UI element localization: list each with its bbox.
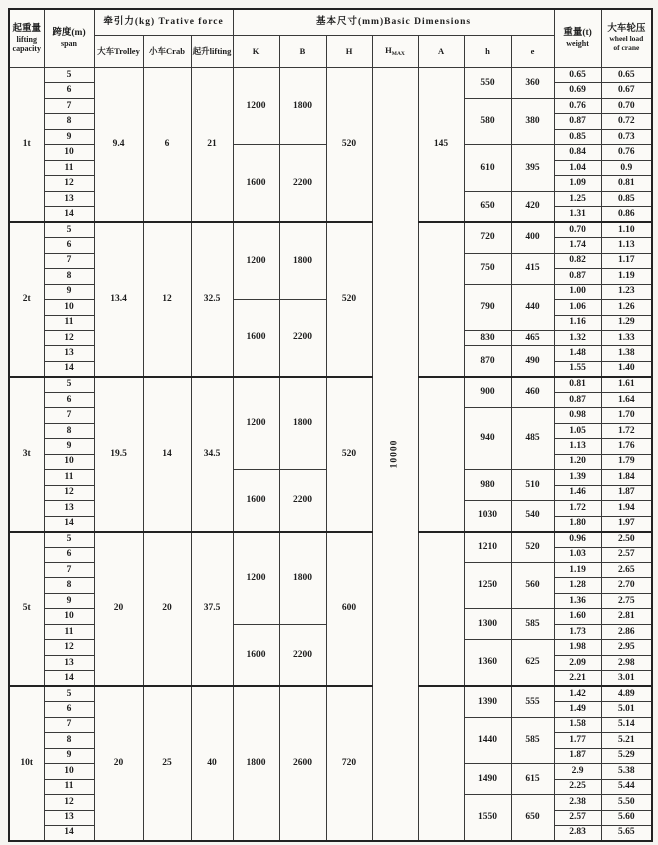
span-cell: 5: [44, 68, 94, 83]
crab-force-cell: 14: [143, 377, 191, 532]
dim-h-girder-cell: 1440: [464, 717, 511, 763]
weight-cell: 1.77: [554, 733, 601, 748]
wheel-load-cell: 4.89: [601, 686, 652, 701]
weight-cell: 0.76: [554, 98, 601, 113]
dim-h-girder-cell: 750: [464, 253, 511, 284]
wheel-load-cell: 1.72: [601, 423, 652, 438]
wheel-load-cell: 5.21: [601, 733, 652, 748]
span-cell: 5: [44, 377, 94, 392]
wheel-load-cell: 1.64: [601, 392, 652, 407]
wheel-load-cell: 1.10: [601, 222, 652, 237]
weight-cell: 0.81: [554, 377, 601, 392]
trolley-force-cell: 20: [94, 532, 143, 687]
dim-e-cell: 380: [511, 98, 554, 144]
header-wheel-en1: wheel load: [609, 34, 644, 44]
weight-cell: 1.09: [554, 176, 601, 191]
dim-b-cell: 2600: [279, 686, 326, 841]
dim-h-girder-cell: 1490: [464, 764, 511, 795]
span-cell: 12: [44, 330, 94, 345]
wheel-load-cell: 5.01: [601, 702, 652, 717]
weight-cell: 1.25: [554, 191, 601, 206]
weight-cell: 1.06: [554, 300, 601, 315]
trolley-force-cell: 13.4: [94, 222, 143, 377]
weight-cell: 1.60: [554, 609, 601, 624]
crab-force-cell: 25: [143, 686, 191, 841]
weight-cell: 2.57: [554, 810, 601, 825]
dim-h-cell: 520: [326, 222, 372, 377]
capacity-cell: 10t: [9, 686, 44, 841]
span-cell: 9: [44, 748, 94, 763]
wheel-load-cell: 1.87: [601, 485, 652, 500]
crane-spec-table: [8, 8, 653, 842]
dim-e-cell: 650: [511, 795, 554, 841]
dim-e-cell: 490: [511, 346, 554, 377]
weight-cell: 1.49: [554, 702, 601, 717]
wheel-load-cell: 0.67: [601, 83, 652, 98]
wheel-load-cell: 0.86: [601, 207, 652, 222]
weight-cell: 0.87: [554, 392, 601, 407]
dim-h-girder-cell: 830: [464, 330, 511, 345]
dim-b-cell: 1800: [279, 68, 326, 145]
wheel-load-cell: 1.26: [601, 300, 652, 315]
table-body: [9, 68, 652, 841]
dim-h-girder-cell: 1360: [464, 640, 511, 686]
dim-a-cell: 145: [418, 68, 464, 223]
crab-force-cell: 20: [143, 532, 191, 687]
wheel-load-cell: 2.81: [601, 609, 652, 624]
weight-cell: 0.82: [554, 253, 601, 268]
header-col-k: K: [233, 36, 279, 68]
dim-e-cell: 585: [511, 609, 554, 640]
dim-a-cell: [418, 532, 464, 687]
weight-cell: 1.72: [554, 501, 601, 516]
span-cell: 10: [44, 145, 94, 160]
span-cell: 12: [44, 640, 94, 655]
header-capacity-en1: lifting: [16, 34, 37, 44]
weight-cell: 1.16: [554, 315, 601, 330]
header-capacity-en2: capacity: [12, 43, 41, 53]
dim-h-cell: 720: [326, 686, 372, 841]
span-cell: 11: [44, 779, 94, 794]
weight-cell: 0.65: [554, 68, 601, 83]
header-basic-dims: 基本尺寸(mm)Basic Dimensions: [233, 9, 554, 36]
dim-e-cell: 520: [511, 532, 554, 563]
span-cell: 6: [44, 392, 94, 407]
weight-cell: 0.69: [554, 83, 601, 98]
dim-h-cell: 520: [326, 68, 372, 223]
wheel-load-cell: 0.76: [601, 145, 652, 160]
dim-h-girder-cell: 720: [464, 222, 511, 253]
dim-h-girder-cell: 580: [464, 98, 511, 144]
span-cell: 9: [44, 439, 94, 454]
span-cell: 10: [44, 764, 94, 779]
dim-k-cell: 1600: [233, 470, 279, 532]
span-cell: 6: [44, 702, 94, 717]
trolley-force-cell: 9.4: [94, 68, 143, 223]
span-cell: 11: [44, 315, 94, 330]
weight-cell: 0.70: [554, 222, 601, 237]
dim-e-cell: 510: [511, 470, 554, 501]
header-wheel-load: [601, 9, 652, 68]
wheel-load-cell: 0.9: [601, 160, 652, 175]
dim-b-cell: 2200: [279, 624, 326, 686]
header-col-a: A: [418, 36, 464, 68]
header-col-e: e: [511, 36, 554, 68]
table-header: [9, 9, 652, 68]
dim-e-cell: 485: [511, 408, 554, 470]
weight-cell: 1.46: [554, 485, 601, 500]
weight-cell: 1.32: [554, 330, 601, 345]
wheel-load-cell: 2.57: [601, 547, 652, 562]
dim-k-cell: 1200: [233, 222, 279, 299]
weight-cell: 1.55: [554, 361, 601, 376]
crab-force-cell: 12: [143, 222, 191, 377]
span-cell: 5: [44, 532, 94, 547]
dim-k-cell: 1800: [233, 686, 279, 841]
wheel-load-cell: 2.95: [601, 640, 652, 655]
wheel-load-cell: 2.65: [601, 563, 652, 578]
dim-e-cell: 465: [511, 330, 554, 345]
table-row: [9, 377, 652, 392]
dim-e-cell: 625: [511, 640, 554, 686]
span-cell: 8: [44, 733, 94, 748]
wheel-load-cell: 1.84: [601, 470, 652, 485]
span-cell: 11: [44, 624, 94, 639]
weight-cell: 0.98: [554, 408, 601, 423]
dim-b-cell: 1800: [279, 377, 326, 470]
weight-cell: 0.85: [554, 129, 601, 144]
weight-cell: 1.13: [554, 439, 601, 454]
dim-h-girder-cell: 1030: [464, 501, 511, 532]
wheel-load-cell: 2.86: [601, 624, 652, 639]
wheel-load-cell: 5.38: [601, 764, 652, 779]
weight-cell: 1.36: [554, 593, 601, 608]
dim-e-cell: 460: [511, 377, 554, 408]
dim-h-cell: 520: [326, 377, 372, 532]
span-cell: 7: [44, 98, 94, 113]
dim-e-cell: 420: [511, 191, 554, 222]
wheel-load-cell: 1.70: [601, 408, 652, 423]
weight-cell: 1.80: [554, 516, 601, 531]
header-col-b: B: [279, 36, 326, 68]
wheel-load-cell: 1.33: [601, 330, 652, 345]
wheel-load-cell: 1.19: [601, 269, 652, 284]
wheel-load-cell: 0.65: [601, 68, 652, 83]
wheel-load-cell: 1.38: [601, 346, 652, 361]
wheel-load-cell: 5.60: [601, 810, 652, 825]
span-cell: 11: [44, 470, 94, 485]
wheel-load-cell: 0.81: [601, 176, 652, 191]
span-cell: 10: [44, 454, 94, 469]
dim-h-girder-cell: 610: [464, 145, 511, 191]
span-cell: 14: [44, 361, 94, 376]
dim-b-cell: 2200: [279, 470, 326, 532]
weight-cell: 2.9: [554, 764, 601, 779]
wheel-load-cell: 1.79: [601, 454, 652, 469]
weight-cell: 1.31: [554, 207, 601, 222]
span-cell: 14: [44, 825, 94, 840]
dim-h-cell: 600: [326, 532, 372, 687]
wheel-load-cell: 0.73: [601, 129, 652, 144]
header-crab: 小车Crab: [143, 36, 191, 68]
header-lifting: 起升lifting: [191, 36, 233, 68]
span-cell: 5: [44, 686, 94, 701]
capacity-cell: 2t: [9, 222, 44, 377]
hmax-sub: MAX: [391, 50, 405, 57]
dim-h-girder-cell: 940: [464, 408, 511, 470]
dim-e-cell: 585: [511, 717, 554, 763]
dim-b-cell: 2200: [279, 145, 326, 222]
dim-k-cell: 1200: [233, 532, 279, 625]
dim-h-girder-cell: 1250: [464, 563, 511, 609]
span-cell: 14: [44, 516, 94, 531]
wheel-load-cell: 1.23: [601, 284, 652, 299]
weight-cell: 0.84: [554, 145, 601, 160]
lifting-force-cell: 40: [191, 686, 233, 841]
weight-cell: 2.09: [554, 655, 601, 670]
header-traction: 牵引力(kg) Trative force: [94, 9, 233, 36]
capacity-cell: 1t: [9, 68, 44, 223]
wheel-load-cell: 5.50: [601, 795, 652, 810]
trolley-force-cell: 19.5: [94, 377, 143, 532]
wheel-load-cell: 5.14: [601, 717, 652, 732]
span-cell: 9: [44, 129, 94, 144]
span-cell: 13: [44, 346, 94, 361]
span-cell: 8: [44, 269, 94, 284]
weight-cell: 1.58: [554, 717, 601, 732]
span-cell: 10: [44, 609, 94, 624]
table-row: [9, 532, 652, 547]
header-span: [44, 9, 94, 68]
dim-h-girder-cell: 980: [464, 470, 511, 501]
weight-cell: 1.03: [554, 547, 601, 562]
weight-cell: 1.39: [554, 470, 601, 485]
span-cell: 8: [44, 578, 94, 593]
weight-cell: 1.73: [554, 624, 601, 639]
span-cell: 8: [44, 423, 94, 438]
header-col-h-girder: h: [464, 36, 511, 68]
weight-cell: 0.87: [554, 269, 601, 284]
wheel-load-cell: 0.70: [601, 98, 652, 113]
weight-cell: 1.42: [554, 686, 601, 701]
dim-k-cell: 1200: [233, 377, 279, 470]
dim-b-cell: 2200: [279, 300, 326, 377]
dim-k-cell: 1600: [233, 624, 279, 686]
dim-h-girder-cell: 790: [464, 284, 511, 330]
capacity-cell: 5t: [9, 532, 44, 687]
span-cell: 14: [44, 207, 94, 222]
weight-cell: 1.05: [554, 423, 601, 438]
weight-cell: 1.19: [554, 563, 601, 578]
wheel-load-cell: 0.85: [601, 191, 652, 206]
span-cell: 6: [44, 238, 94, 253]
span-cell: 5: [44, 222, 94, 237]
header-col-hmax: [372, 36, 418, 68]
dim-b-cell: 1800: [279, 222, 326, 299]
dim-a-cell: [418, 686, 464, 841]
dim-k-cell: 1200: [233, 68, 279, 145]
dim-e-cell: 395: [511, 145, 554, 191]
capacity-cell: 3t: [9, 377, 44, 532]
dim-b-cell: 1800: [279, 532, 326, 625]
lifting-force-cell: 21: [191, 68, 233, 223]
span-cell: 13: [44, 501, 94, 516]
weight-cell: 1.98: [554, 640, 601, 655]
dim-e-cell: 415: [511, 253, 554, 284]
dim-e-cell: 400: [511, 222, 554, 253]
dim-a-cell: [418, 222, 464, 377]
dim-h-girder-cell: 1210: [464, 532, 511, 563]
wheel-load-cell: 1.97: [601, 516, 652, 531]
span-cell: 6: [44, 83, 94, 98]
header-span-en: span: [60, 39, 77, 49]
wheel-load-cell: 5.29: [601, 748, 652, 763]
wheel-load-cell: 5.44: [601, 779, 652, 794]
span-cell: 10: [44, 300, 94, 315]
wheel-load-cell: 2.50: [601, 532, 652, 547]
wheel-load-cell: 1.61: [601, 377, 652, 392]
dim-e-cell: 555: [511, 686, 554, 717]
span-cell: 6: [44, 547, 94, 562]
dim-h-girder-cell: 550: [464, 68, 511, 99]
wheel-load-cell: 1.29: [601, 315, 652, 330]
dim-k-cell: 1600: [233, 300, 279, 377]
span-cell: 9: [44, 284, 94, 299]
wheel-load-cell: 1.17: [601, 253, 652, 268]
header-capacity: [9, 9, 44, 68]
dim-e-cell: 560: [511, 563, 554, 609]
lifting-force-cell: 37.5: [191, 532, 233, 687]
hmax-cell: [372, 68, 418, 841]
header-trolley: 大车Trolley: [94, 36, 143, 68]
header-weight-en: weight: [566, 39, 589, 49]
wheel-load-cell: 0.72: [601, 114, 652, 129]
header-col-h: H: [326, 36, 372, 68]
header-wheel-en2: of crane: [613, 42, 640, 52]
dim-h-girder-cell: 1300: [464, 609, 511, 640]
span-cell: 13: [44, 655, 94, 670]
header-weight: [554, 9, 601, 68]
span-cell: 11: [44, 160, 94, 175]
wheel-load-cell: 1.13: [601, 238, 652, 253]
header-weight-zh: 重量(t): [563, 28, 592, 39]
wheel-load-cell: 3.01: [601, 671, 652, 686]
wheel-load-cell: 1.94: [601, 501, 652, 516]
span-cell: 13: [44, 810, 94, 825]
span-cell: 7: [44, 253, 94, 268]
span-cell: 7: [44, 563, 94, 578]
wheel-load-cell: 1.76: [601, 439, 652, 454]
lifting-force-cell: 32.5: [191, 222, 233, 377]
dim-h-girder-cell: 870: [464, 346, 511, 377]
dim-h-girder-cell: 1550: [464, 795, 511, 841]
lifting-force-cell: 34.5: [191, 377, 233, 532]
weight-cell: 2.38: [554, 795, 601, 810]
weight-cell: 2.25: [554, 779, 601, 794]
header-span-zh: 跨度(m): [52, 28, 86, 39]
header-capacity-zh: 起重量: [12, 23, 41, 34]
span-cell: 14: [44, 671, 94, 686]
weight-cell: 1.20: [554, 454, 601, 469]
weight-cell: 1.04: [554, 160, 601, 175]
span-cell: 9: [44, 593, 94, 608]
dim-k-cell: 1600: [233, 145, 279, 222]
dim-e-cell: 615: [511, 764, 554, 795]
hmax-main: H: [385, 44, 392, 55]
table-row: [9, 222, 652, 237]
span-cell: 7: [44, 717, 94, 732]
span-cell: 12: [44, 485, 94, 500]
dim-e-cell: 440: [511, 284, 554, 330]
table-row: [9, 68, 652, 83]
wheel-load-cell: 2.70: [601, 578, 652, 593]
trolley-force-cell: 20: [94, 686, 143, 841]
span-cell: 7: [44, 408, 94, 423]
wheel-load-cell: 2.75: [601, 593, 652, 608]
weight-cell: 1.00: [554, 284, 601, 299]
header-wheel-zh: 大车轮压: [607, 24, 646, 35]
weight-cell: 1.48: [554, 346, 601, 361]
span-cell: 13: [44, 191, 94, 206]
dim-h-girder-cell: 650: [464, 191, 511, 222]
dim-e-cell: 540: [511, 501, 554, 532]
span-cell: 8: [44, 114, 94, 129]
weight-cell: 1.28: [554, 578, 601, 593]
weight-cell: 2.83: [554, 825, 601, 840]
weight-cell: 1.74: [554, 238, 601, 253]
dim-e-cell: 360: [511, 68, 554, 99]
weight-cell: 0.96: [554, 532, 601, 547]
dim-h-girder-cell: 900: [464, 377, 511, 408]
wheel-load-cell: 1.40: [601, 361, 652, 376]
span-cell: 12: [44, 795, 94, 810]
dim-h-girder-cell: 1390: [464, 686, 511, 717]
wheel-load-cell: 2.98: [601, 655, 652, 670]
span-cell: 12: [44, 176, 94, 191]
dim-a-cell: [418, 377, 464, 532]
weight-cell: 1.87: [554, 748, 601, 763]
weight-cell: 2.21: [554, 671, 601, 686]
wheel-load-cell: 5.65: [601, 825, 652, 840]
hmax-value: 10000: [389, 439, 400, 469]
weight-cell: 0.87: [554, 114, 601, 129]
crab-force-cell: 6: [143, 68, 191, 223]
table-row: [9, 686, 652, 701]
